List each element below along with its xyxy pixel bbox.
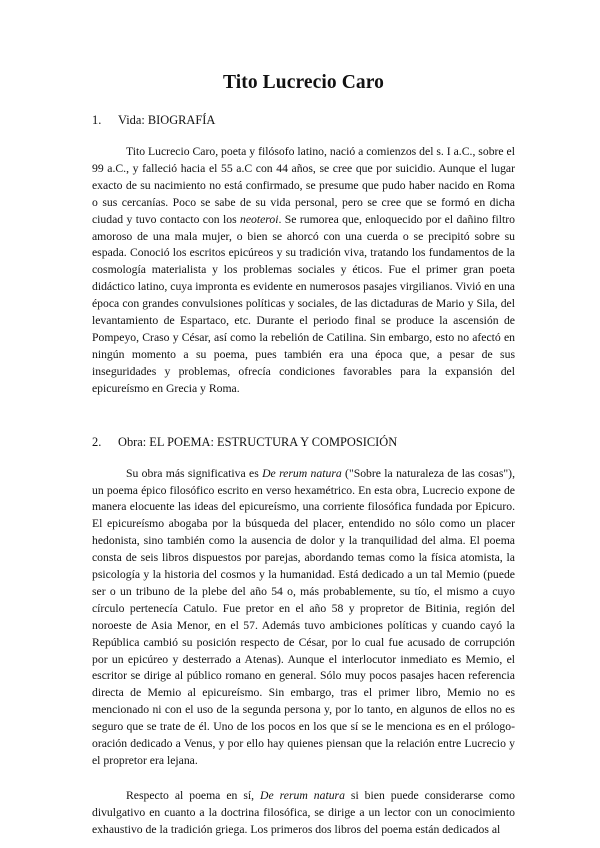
- paragraph-text: Su obra más significativa es: [126, 466, 263, 480]
- section-number: 1.: [92, 113, 102, 127]
- italic-term: neoteroi: [240, 212, 279, 226]
- work-paragraph-2: [92, 788, 515, 839]
- section-heading-text: Obra: EL POEMA: ESTRUCTURA Y COMPOSICIÓN: [118, 434, 398, 449]
- section-heading-obra: [92, 435, 515, 450]
- page-title: Tito Lucrecio Caro: [222, 72, 385, 93]
- italic-title: De rerum natura: [262, 466, 342, 480]
- paragraph-text: si bien puede considerarse como divulgativo en cuanto a la doctrina filosófica, se dirige a un lector con un conocimiento exhaustivo de la tradición griega. Los primeros dos libros del poema están dedicados al: [92, 788, 515, 836]
- paragraph-text: ("Sobre la naturaleza de las cosas"), un poema épico filosófico escrito en verso hexamétrico. En esta obra, Lucrecio expone de manera elocuente las ideas del epicureísmo, una corriente filosófica fundada por Epicuro. El epicureísmo abogaba por la búsqueda del placer, entendido no sólo como un placer hedonista, sino también como la ausencia de dolor y la tranquilidad del alma. El poema consta de seis libros dispuestos por parejas, abordando temas como la física atomista, la psicología y la historia del cosmos y la humanidad. Está dedicado a un tal Memio (puede ser o un tribuno de la plebe del año 54 o, más probablemente, su tío, el mismo a cuyo círculo pertenecía Catulo. Fue pretor en el año 58 y propretor de Bitinia, región del noroeste de Asia Menor, en el 57. Además tuvo ambiciones políticas y cuando cayó la República cambió su posición respecto de César, por lo cual fue acusado de corrupción por un epicúreo y desterrado a Atenas). Aunque el interlocutor inmediato es Memio, el escritor se dirige al público romano en general. Sólo muy pocos pasajes hacen referencia directa de Memio al epicureísmo. Sin embargo, tras el primer libro, Memio no es mencionado ni con el uso de la segunda persona y, por lo tanto, en algunos de ellos no es seguro que se trate de él. Uno de los pocos en los que sí se le menciona es en el prólogo-oración dedicado a Venus, y por ello hay quienes piensan que la relación entre Lucrecio y el propretor era lejana.: [92, 466, 515, 767]
- work-paragraph-1: [92, 466, 515, 770]
- section-heading-vida: [92, 113, 515, 128]
- biography-paragraph: [92, 144, 515, 398]
- italic-title: De rerum natura: [260, 788, 345, 802]
- section-heading-text: Vida: BIOGRAFÍA: [118, 113, 216, 127]
- paragraph-text: Respecto al poema en sí,: [126, 788, 261, 802]
- section-number: 2.: [92, 434, 102, 449]
- paragraph-text: Tito Lucrecio Caro, poeta y filósofo latino, nació a comienzos del s. I a.C., sobre el 99 a.C., y falleció hacia el 55 a.C con 44 años, se cree que por suicidio. Aunque el lugar exacto de su nacimiento no está confirmado, se presume que pudo haber nacido en Roma o sus cercanías. Poco se sabe de su vida personal, pero se cree que se formó en dicha ciudad y tuvo contacto con los: [92, 145, 515, 226]
- paragraph-text: . Se rumorea que, enloquecido por el dañino filtro amoroso de una mala mujer, o bien se ahorcó con una cuerda o se precipitó sobre su espada. Conoció los escritos epicúreos y su tradición viva, tratando los fundamentos de la cosmología materialista y los problemas sociales y éticos. Fue el primer gran poeta didáctico latino, cuya impronta es evidente en numerosos pasajes virgilianos. Vivió en una época con grandes convulsiones políticas y sociales, de las dictaduras de Mario y Sila, del levantamiento de Espartaco, etc. Durante el periodo final se produce la ascensión de Pompeyo, Craso y César, así como la rebelión de Catilina. Sin embargo, esto no afectó en ningún momento a su poema, pues también era una época que, a pesar de sus inseguridades y problemas, ofrecía condiciones favorables para la expansión del epicureísmo en Grecia y Roma.: [92, 212, 515, 395]
